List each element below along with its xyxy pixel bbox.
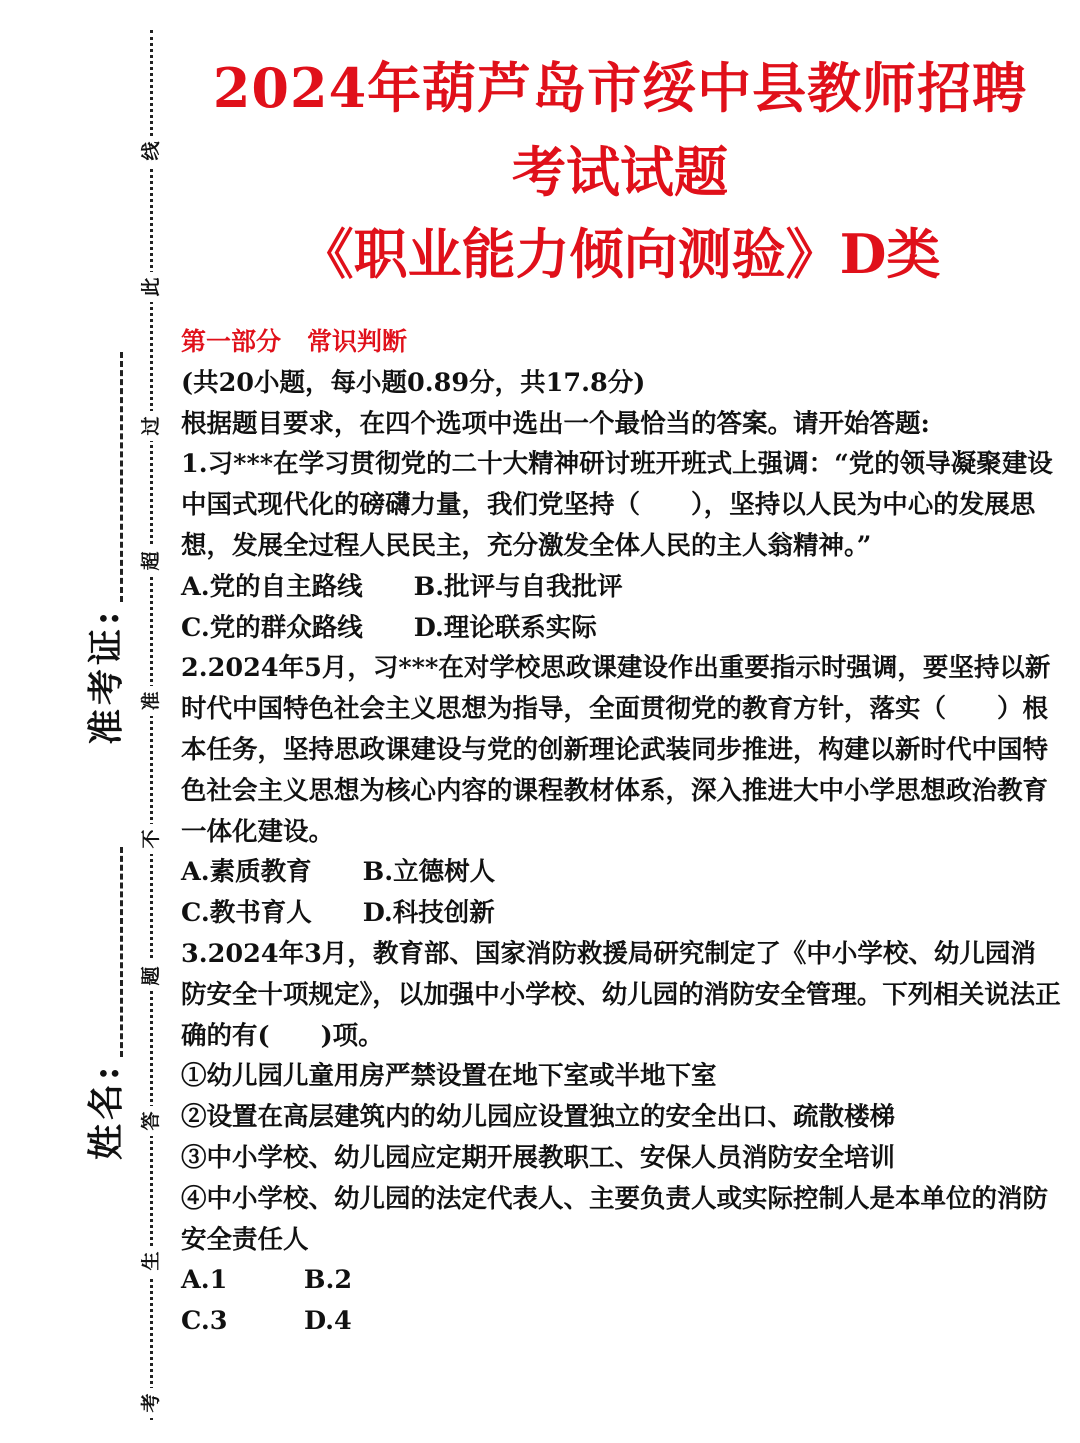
question-stem: 3.2024年3月，教育部、国家消防救援局研究制定了《中小学校、幼儿园消防安全十项规定》，以加强中小学校、幼儿园的消防安全管理。下列相关说法正确的有( )项。 xyxy=(181,938,1061,1051)
margin-char: 题 xyxy=(140,961,162,991)
question-options: C.党的群众路线 D.理论联系实际 xyxy=(181,612,597,643)
margin-char: 线 xyxy=(140,136,162,166)
name-blank[interactable] xyxy=(96,847,123,1057)
section-instruction: 根据题目要求，在四个选项中选出一个最恰当的答案。请开始答题: xyxy=(181,408,930,439)
question-item: ③中小学校、幼儿园应定期开展教职工、安保人员消防安全培训 xyxy=(181,1142,896,1173)
margin-char: 生 xyxy=(140,1246,162,1276)
margin-char: 准 xyxy=(140,686,162,716)
admission-blank[interactable] xyxy=(96,352,123,602)
binding-margin xyxy=(0,0,170,1443)
exam-title-line1: 2024年葫芦岛市绥中县教师招聘 xyxy=(212,56,1028,120)
question-options: C.3 D.4 xyxy=(181,1306,352,1337)
exam-title-line3: 《职业能力倾向测验》D类 xyxy=(299,222,941,286)
exam-content xyxy=(181,322,1061,1342)
section-part: 第一部分 xyxy=(181,327,282,356)
question-stem: 1.习***在学习贯彻党的二十大精神研讨班开班式上强调：“党的领导凝聚建设中国式现代化的磅礴力量，我们党坚持（ ），坚持以人民为中心的发展思想，发展全过程人民民主，充分激发全体人民的主人翁精神。” xyxy=(181,449,1053,561)
question-options: A.素质教育 B.立德树人 xyxy=(181,857,496,888)
section-heading xyxy=(181,322,1061,363)
name-field[interactable] xyxy=(78,847,129,1160)
margin-char: 不 xyxy=(140,824,162,854)
section-name: 常识判断 xyxy=(307,327,408,356)
question-options: A.1 B.2 xyxy=(181,1265,353,1296)
section-scoring: (共20小题，每小题0.89分，共17.8分) xyxy=(181,367,646,398)
admission-label: 准考证: xyxy=(85,607,127,745)
question-item: ①幼儿园儿童用房严禁设置在地下室或半地下室 xyxy=(181,1061,717,1092)
name-label: 姓名: xyxy=(85,1062,127,1160)
margin-char: 超 xyxy=(140,546,162,576)
question-options: A.党的自主路线 B.批评与自我批评 xyxy=(181,571,623,602)
question-item: ②设置在高层建筑内的幼儿园应设置独立的安全出口、疏散楼梯 xyxy=(181,1102,896,1133)
margin-char: 考 xyxy=(140,1388,162,1418)
question-options: C.教书育人 D.科技创新 xyxy=(181,898,495,929)
margin-char: 此 xyxy=(140,272,162,302)
dotted-cut-line xyxy=(150,30,153,1420)
admission-number-field[interactable] xyxy=(78,352,129,745)
exam-title-line2: 考试试题 xyxy=(512,140,728,204)
margin-char: 答 xyxy=(140,1106,162,1136)
margin-char: 过 xyxy=(140,411,162,441)
question-item: ④中小学校、幼儿园的法定代表人、主要负责人或实际控制人是本单位的消防安全责任人 xyxy=(181,1183,1049,1255)
question-stem: 2.2024年5月，习***在对学校思政课建设作出重要指示时强调，要坚持以新时代中国特色社会主义思想为指导，全面贯彻党的教育方针，落实（ ）根本任务，坚持思政课建设与党的创新理论武装同步推进，构建以新时代中国特色社会主义思想为核心内容的课程教材体系，深入推进大中小学思想政治教育一体化建设。 xyxy=(181,653,1051,847)
